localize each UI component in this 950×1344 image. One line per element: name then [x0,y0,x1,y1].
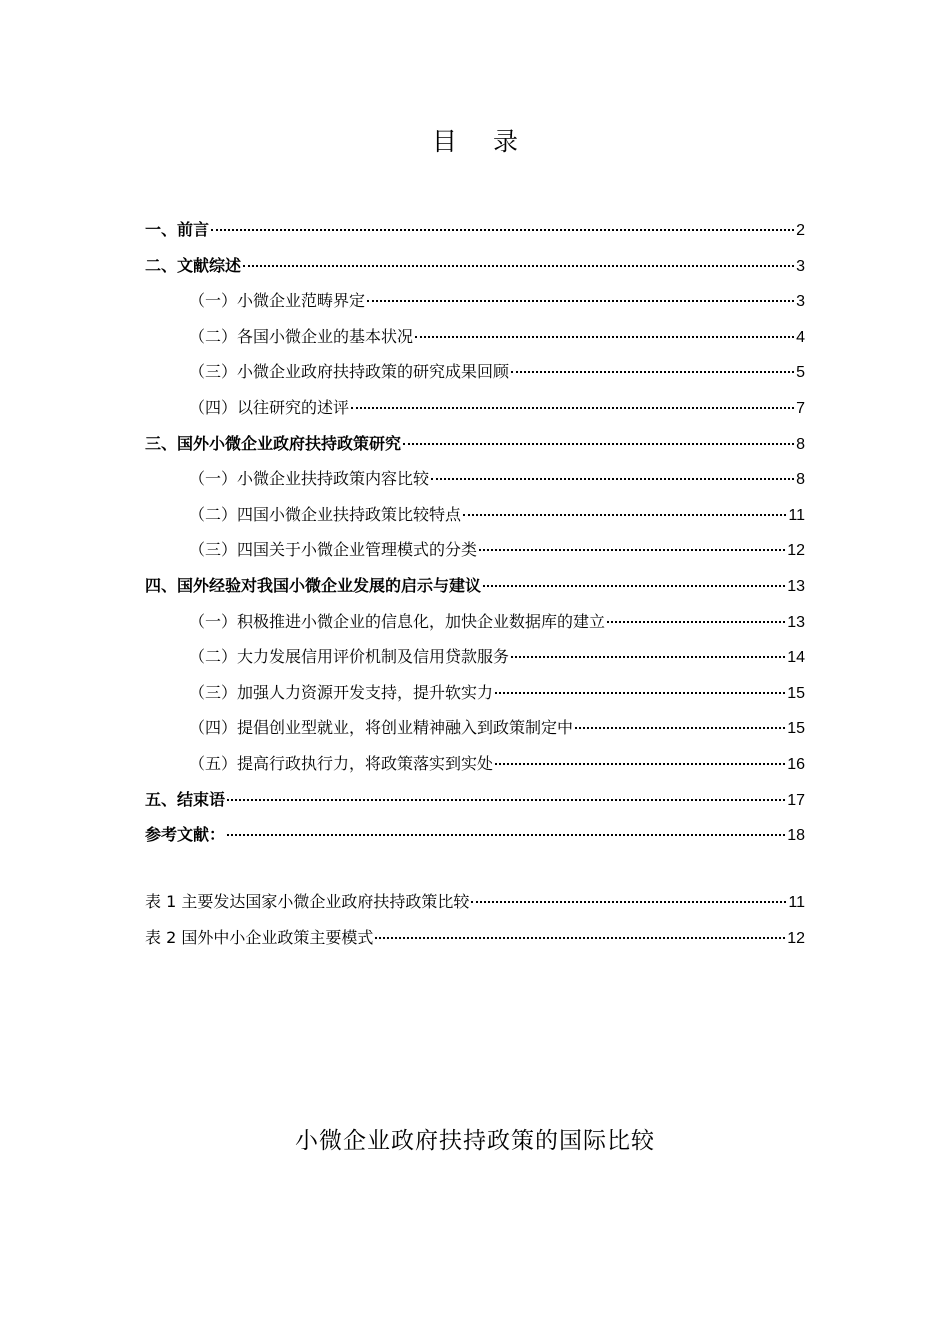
dot-leader [367,300,794,302]
toc-entry-page-number: 11 [788,894,805,911]
toc-entry[interactable] [145,212,805,248]
toc-entry-page-number: 2 [796,222,805,239]
toc-entry-label: （一）小微企业范畴界定 [189,291,366,311]
dot-leader [415,336,794,338]
toc-entry[interactable] [145,817,805,853]
toc-entry-label: （三）加强人力资源开发支持，提升软实力 [189,682,494,702]
toc-entry-page-number: 8 [796,471,805,489]
toc-entry[interactable] [145,884,805,920]
toc-entry[interactable] [145,675,805,711]
toc-entry-label: （四）以往研究的述评 [189,397,350,417]
dot-leader [227,799,785,801]
dot-leader [511,371,794,373]
toc-entry[interactable] [145,782,805,818]
toc-entry-label: （二）大力发展信用评价机制及信用贷款服务 [189,647,510,667]
toc-entry-page-number: 15 [787,720,805,738]
dot-leader [483,585,785,587]
dot-leader [431,478,794,480]
toc-entry-label: 三、国外小微企业政府扶持政策研究 [145,433,402,453]
toc-entry[interactable] [145,390,805,426]
list-of-tables [145,884,805,956]
toc-entry-label: 表 2 国外中小企业政策主要模式 [145,928,374,947]
toc-entry-page-number: 14 [787,649,805,667]
dot-leader [511,656,785,658]
dot-leader [495,763,785,765]
dot-leader [463,514,786,516]
toc-entry-page-number: 13 [787,613,805,631]
dot-leader [471,901,786,903]
document-title: 小微企业政府扶持政策的国际比较 [295,1128,655,1154]
toc-entry[interactable] [145,461,805,497]
toc-entry-label: 四、国外经验对我国小微企业发展的启示与建议 [145,575,482,595]
toc-entry-page-number: 4 [796,328,805,346]
toc-entry[interactable] [145,426,805,462]
toc-entry[interactable] [145,710,805,746]
toc-heading: 目 录 [432,127,532,156]
toc-entry[interactable] [145,746,805,782]
toc-entry-label: （四）提倡创业型就业，将创业精神融入到政策制定中 [189,718,574,738]
toc-entry-page-number: 3 [796,293,805,311]
toc-entry[interactable] [145,532,805,568]
toc-entry[interactable] [145,497,805,533]
toc-entry-page-number: 15 [787,684,805,702]
dot-leader [403,443,794,445]
table-of-contents [145,212,805,853]
toc-entry-page-number: 8 [796,435,805,453]
dot-leader [211,229,794,231]
toc-entry-page-number: 13 [787,577,805,595]
toc-entry-page-number: 3 [796,257,805,275]
dot-leader [575,727,785,729]
dot-leader [495,692,785,694]
toc-entry-page-number: 7 [796,399,805,417]
toc-entry-label: 一、前言 [145,220,210,239]
toc-entry[interactable] [145,604,805,640]
toc-entry-label: （三）四国关于小微企业管理模式的分类 [189,540,478,560]
toc-entry-label: （一）积极推进小微企业的信息化，加快企业数据库的建立 [189,611,606,631]
toc-entry-page-number: 18 [787,827,805,845]
toc-entry-page-number: 5 [796,364,805,382]
toc-entry-label: （二）各国小微企业的基本状况 [189,326,414,346]
toc-entry-page-number: 11 [788,506,805,524]
toc-entry-label: （五）提高行政执行力，将政策落实到实处 [189,753,494,773]
toc-entry-label: （三）小微企业政府扶持政策的研究成果回顾 [189,362,510,382]
toc-entry[interactable] [145,920,805,956]
toc-entry-page-number: 12 [787,930,805,947]
dot-leader [351,407,794,409]
dot-leader [243,265,794,267]
dot-leader [607,621,785,623]
toc-entry[interactable] [145,568,805,604]
toc-entry-page-number: 16 [787,755,805,773]
toc-entry-label: （一）小微企业扶持政策内容比较 [189,469,430,489]
toc-entry-label: （二）四国小微企业扶持政策比较特点 [189,504,462,524]
toc-entry-page-number: 12 [787,542,805,560]
toc-entry[interactable] [145,248,805,284]
toc-entry-label: 二、文献综述 [145,255,242,275]
toc-entry[interactable] [145,639,805,675]
toc-entry-label: 五、结束语 [145,789,226,809]
toc-entry-label: 表 1 主要发达国家小微企业政府扶持政策比较 [145,892,470,911]
toc-entry-label: 参考文献： [145,825,226,845]
toc-entry[interactable] [145,354,805,390]
dot-leader [479,549,785,551]
toc-entry[interactable] [145,319,805,355]
dot-leader [227,834,785,836]
toc-entry-page-number: 17 [787,791,805,809]
dot-leader [375,937,785,939]
toc-entry[interactable] [145,283,805,319]
